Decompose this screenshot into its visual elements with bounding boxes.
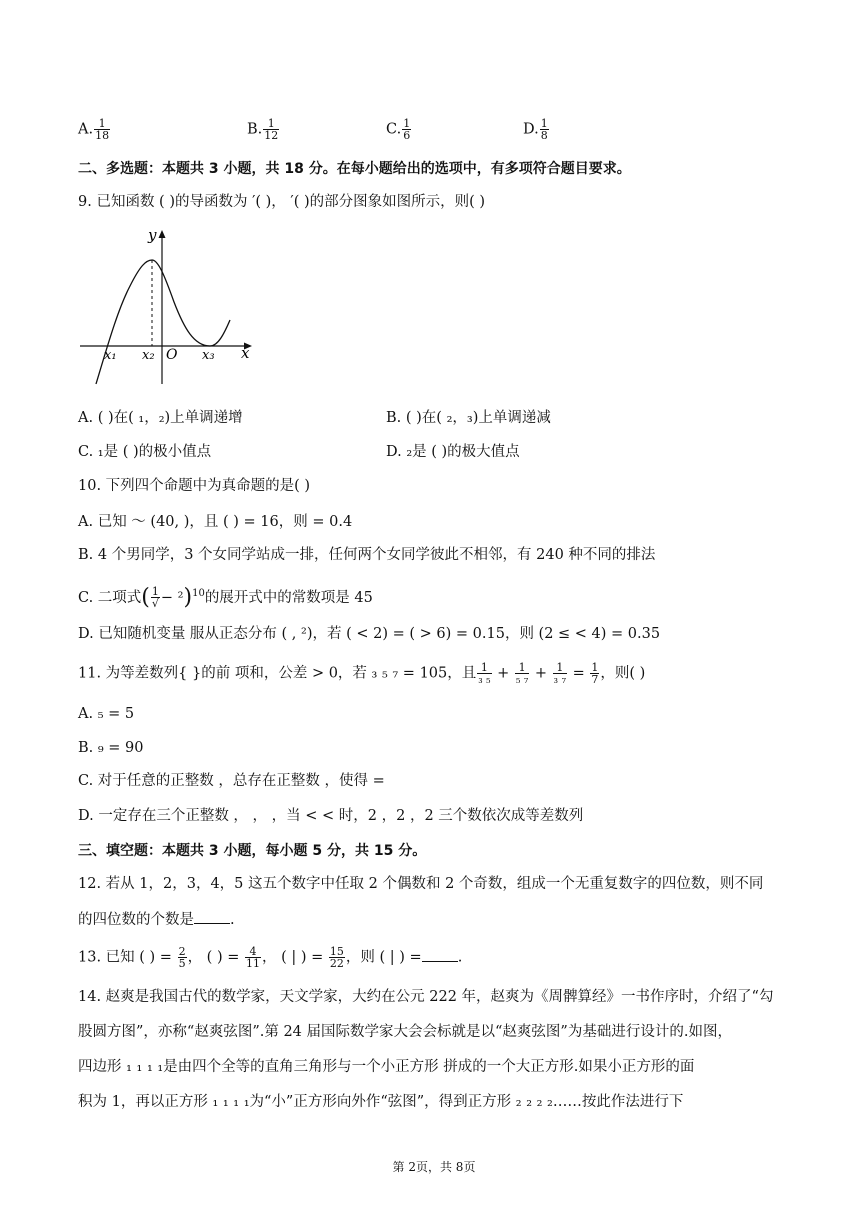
- x2-label: x₂: [142, 348, 155, 363]
- answer-blank: [422, 947, 458, 962]
- fraction: $\frac{1}{8}$: [540, 117, 548, 142]
- fraction: $\frac{1}{6}$: [403, 117, 411, 142]
- x1-label: x₁: [104, 348, 117, 363]
- fraction: $\frac{1}{\text{₅ ₇}}$: [515, 661, 529, 686]
- x-axis-label: x: [241, 344, 250, 362]
- q8-option-d: D. $\frac{1}{8}$: [523, 117, 548, 142]
- q11-option-c: C. 对于任意的正整数 ，总存在正整数 ，使得 =: [78, 773, 385, 789]
- q11-option-b: B. ₉ = 90: [78, 740, 144, 756]
- q14-line-2: 股圆方图”，亦称“赵爽弦图”.第 24 届国际数学家大会会标就是以“赵爽弦图”为基础进行设计的.如图，: [78, 1024, 732, 1040]
- y-axis-arrow: [159, 230, 166, 238]
- q9-stem: 9. 已知函数 ( )的导函数为 ′( )， ′( )的部分图象如图所示，则( ): [78, 194, 486, 210]
- section-2-heading: 二、多选题：本题共 3 小题，共 18 分。在每小题给出的选项中，有多项符合题目要求。: [78, 161, 631, 177]
- fraction: $\frac{1}{7}$: [591, 661, 599, 686]
- q14-line-3: 四边形 ₁ ₁ ₁ ₁是由四个全等的直角三角形与一个小正方形 拼成的一个大正方形.如果小正方形的面: [78, 1059, 695, 1075]
- fraction: $\frac{1}{18}$: [95, 117, 110, 142]
- q10-option-c: C. 二项式( $\frac{1}{√}$ − ²)$^{10}$的展开式中的常数项是 45: [78, 584, 373, 611]
- q12-line-1: 12. 若从 1，2，3，4，5 这五个数字中任取 2 个偶数和 2 个奇数，组成一个无重复数字的四位数，则不同: [78, 876, 764, 892]
- q8-option-b: B. $\frac{1}{12}$: [247, 117, 279, 142]
- page-footer: 第 2页，共 8页: [392, 1160, 476, 1174]
- origin-label: O: [166, 347, 178, 363]
- q14-line-1: 14. 赵爽是我国古代的数学家，天文学家，大约在公元 222 年，赵爽为《周髀算经》一书作序时，介绍了“勾: [78, 989, 774, 1005]
- fraction: $\frac{4}{11}$: [245, 945, 260, 970]
- q14-line-4: 积为 1，再以正方形 ₁ ₁ ₁ ₁为“小”正方形向外作“弦图”，得到正方形 ₂ ₂ ₂ ₂……按此作法进行下: [78, 1094, 684, 1110]
- q9-option-b: B. ( )在( ₂，₃)上单调递减: [386, 410, 551, 426]
- q10-option-d: D. 已知随机变量 服从正态分布 ( , ²)，若 ( < 2) = ( > 6) = 0.15，则 (2 ≤ < 4) = 0.35: [78, 626, 661, 642]
- q11-option-d: D. 一定存在三个正整数 ， ， ，当 < < 时，2 ，2 ，2 三个数依次成等差数列: [78, 808, 584, 824]
- derivative-curve: [96, 260, 230, 384]
- q10-option-b: B. 4 个男同学，3 个女同学站成一排，任何两个女同学彼此不相邻，有 240 种不同的排法: [78, 547, 656, 563]
- q12-line-2: 的四位数的个数是 .: [78, 909, 235, 930]
- q9-option-a: A. ( )在( ₁，₂)上单调递增: [78, 410, 243, 426]
- q9-derivative-graph: [78, 224, 258, 388]
- q8-option-a: A. $\frac{1}{18}$: [78, 117, 110, 142]
- q11-stem: 11. 为等差数列{ }的前 项和，公差 > 0，若 ₃ ₅ ₇ = 105，且 $\frac{1}{\text{₃ ₅}}$ + $\frac{1}{\text{₅ ₇}}$ + $\frac{1}{\text{₃ ₇}}$ = $\frac{1}{7}$ ，则( ): [78, 661, 646, 686]
- section-3-heading: 三、填空题：本题共 3 小题，每小题 5 分，共 15 分。: [78, 843, 427, 859]
- fraction: $\frac{15}{22}$: [329, 945, 344, 970]
- q10-stem: 10. 下列四个命题中为真命题的是( ): [78, 478, 311, 494]
- answer-blank: [194, 909, 230, 924]
- q8-option-c: C. $\frac{1}{6}$: [386, 117, 411, 142]
- fraction: $\frac{1}{√}$: [151, 585, 159, 611]
- fraction: $\frac{1}{\text{₃ ₅}}$: [478, 661, 491, 686]
- fraction: $\frac{2}{5}$: [178, 945, 186, 970]
- fraction: $\frac{1}{\text{₃ ₇}}$: [553, 661, 566, 686]
- y-axis-label: y: [148, 226, 157, 244]
- q13-stem: 13. 已知 ( ) = $\frac{2}{5}$ ， ( ) = $\frac{4}{11}$ ， ( | ) = $\frac{15}{22}$ ，则 ( | ) = .: [78, 945, 463, 970]
- q10-option-a: A. 已知 ～ (40, )，且 ( ) = 16，则 = 0.4: [78, 514, 353, 530]
- x3-label: x₃: [202, 348, 215, 363]
- q11-option-a: A. ₅ = 5: [78, 706, 135, 722]
- fraction: $\frac{1}{12}$: [264, 117, 279, 142]
- q9-option-d: D. ₂是 ( )的极大值点: [386, 444, 520, 460]
- q9-option-c: C. ₁是 ( )的极小值点: [78, 444, 212, 460]
